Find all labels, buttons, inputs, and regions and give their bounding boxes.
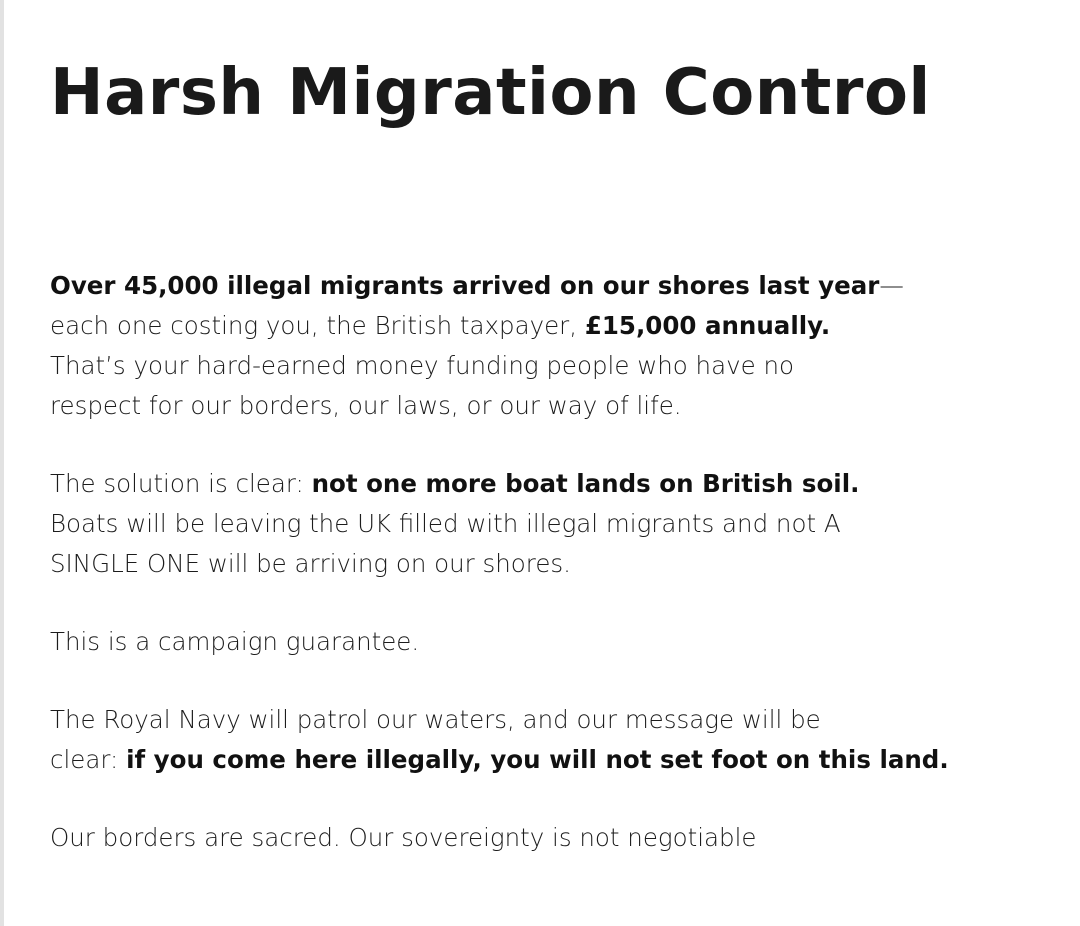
text-fragment: each one costing you, the British taxpayer, (50, 311, 585, 340)
bold-statement: £15,000 annually. (584, 311, 831, 340)
paragraph-line (50, 266, 950, 306)
paragraph-line (50, 740, 950, 780)
em-dash: — (879, 271, 904, 300)
paragraph-line (50, 306, 950, 346)
paragraph-line: The Royal Navy will patrol our waters, and our message will be (50, 705, 821, 734)
bold-statement: Over 45,000 illegal migrants arrived on our shores last year (50, 271, 880, 300)
text-fragment: clear: (50, 745, 127, 774)
paragraph-line: That’s your hard-earned money funding people who have no (50, 351, 794, 380)
paragraph-line: Boats will be leaving the UK filled with illegal migrants and not A (50, 509, 841, 538)
bold-statement: not one more boat lands on British soil. (311, 469, 860, 498)
paragraph-solution (50, 464, 950, 584)
paragraph-borders (50, 818, 950, 858)
document-body (50, 266, 950, 896)
paragraph-cost (50, 266, 950, 426)
paragraph-line (50, 464, 950, 504)
page-left-border (0, 0, 4, 926)
page-title: Harsh Migration Control (50, 56, 931, 130)
paragraph-guarantee (50, 622, 950, 662)
paragraph-line: respect for our borders, our laws, or our way of life. (50, 391, 682, 420)
paragraph-line: This is a campaign guarantee. (50, 627, 420, 656)
bold-statement: if you come here illegally, you will not set foot on this land. (126, 745, 949, 774)
text-fragment: The solution is clear: (50, 469, 312, 498)
paragraph-navy (50, 700, 950, 780)
paragraph-line: SINGLE ONE will be arriving on our shores. (50, 549, 571, 578)
paragraph-line: Our borders are sacred. Our sovereignty is not negotiable (50, 823, 757, 852)
